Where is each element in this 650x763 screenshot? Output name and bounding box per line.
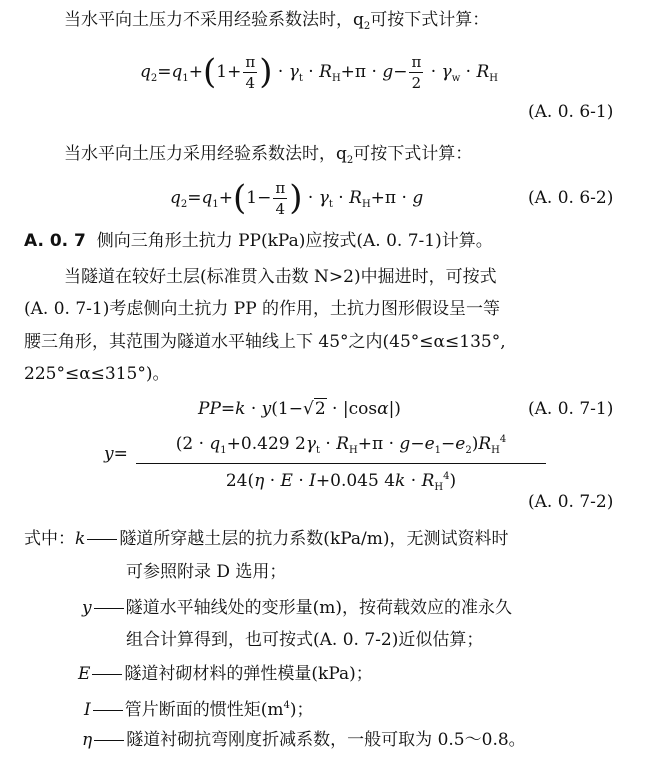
- paragraph-line-4: 225°≤α≤315°)。: [24, 364, 170, 384]
- where-I-line-a: 管片断面的惯性矩(m: [124, 700, 284, 720]
- where-y: [82, 596, 512, 620]
- where-E-line: 隧道衬砌材料的弹性模量(kPa)；: [124, 664, 373, 684]
- where-k-line-2: 可参照附录 D 选用；: [126, 562, 287, 582]
- equation-a061-label: (A. 0. 6-1): [528, 102, 614, 122]
- where-k: [24, 527, 509, 551]
- symbol-eta: η: [82, 730, 93, 750]
- equation-a061: $q_2=q_1+(1+$ $\frac{\pi}{4}$ ) · $\gamma_t \cdot R_H+\pi \cdot g-$ $\frac{\pi}{2}$ · $\gamma_w \cdot R_H$: [140, 52, 499, 92]
- where-eta-line: 隧道衬砌抗弯刚度折减系数，一般可取为 0.5～0.8。: [126, 730, 526, 750]
- section-heading: [24, 229, 493, 253]
- where-I-line-b: )；: [289, 700, 314, 720]
- intro-text-1: [64, 8, 489, 39]
- where-y-line-1: 隧道水平轴线处的变形量(m)，按荷载效应的准永久: [125, 598, 512, 618]
- intro-text-1-tail: 可按下式计算：: [370, 10, 490, 30]
- intro-text-2-tail: 可按下式计算：: [353, 144, 473, 164]
- intro-text-2: [64, 142, 472, 173]
- equation-a062-label: (A. 0. 6-2): [528, 188, 614, 208]
- symbol-I: I: [84, 700, 91, 720]
- where-eta: [82, 728, 526, 752]
- where-I: [84, 694, 314, 722]
- where-E: [78, 662, 373, 686]
- intro-text-2-sub: 2: [346, 155, 354, 166]
- equation-a071-label: (A. 0. 7-1): [528, 399, 614, 419]
- symbol-y: y: [82, 598, 92, 618]
- where-y-line-2: 组合计算得到，也可按式(A. 0. 7-2)近似估算；: [126, 630, 484, 650]
- section-number: A. 0. 7: [24, 231, 86, 251]
- equation-a072-fraction: [136, 428, 546, 501]
- where-k-line-1: 隧道所穿越土层的抗力系数(kPa/m)，无测试资料时: [119, 529, 509, 549]
- intro-text-1-sub: 2: [363, 21, 371, 32]
- equation-a072-denominator: 24(η · E · I+0.045 $4k \cdot R_H^4$): [225, 471, 457, 493]
- equation-a072-numerator: ($2 \cdot q_1+0.429$ $2\gamma_t \cdot R_H+\pi \cdot g-e_1-e_2)R_H^4$: [136, 428, 546, 464]
- intro-text-1-body: 当水平向土压力不采用经验系数法时，q: [64, 10, 364, 30]
- paragraph-line-1: 当隧道在较好土层(标准贯入击数 N>2)中掘进时，可按式: [64, 267, 497, 287]
- where-prefix: 式中：: [24, 529, 75, 549]
- equation-a071: PP=k · y(1−√2 · |cosα|): [198, 399, 401, 419]
- where-I-line-sup: 4: [283, 700, 290, 711]
- equation-a072-lhs: y=: [104, 444, 128, 464]
- paragraph-line-2: (A. 0. 7-1)考虑侧向土抗力 PP 的作用，土抗力图形假设呈一等: [24, 299, 501, 319]
- equation-a062: $q_2=q_1+(1-$ $\frac{\pi}{4}$ ) · $\gamma_t \cdot R_H+\pi \cdot g$: [170, 178, 424, 218]
- section-title: 侧向三角形土抗力 PP(kPa)应按式(A. 0. 7-1)计算。: [96, 231, 493, 251]
- equation-a072-label: (A. 0. 7-2): [528, 492, 614, 512]
- symbol-E: E: [78, 664, 91, 684]
- symbol-k: k: [75, 529, 86, 549]
- intro-text-2-body: 当水平向土压力采用经验系数法时，q: [64, 144, 347, 164]
- paragraph-line-3: 腰三角形，其范围为隧道水平轴线上下 45°之内(45°≤α≤135°,: [24, 332, 506, 352]
